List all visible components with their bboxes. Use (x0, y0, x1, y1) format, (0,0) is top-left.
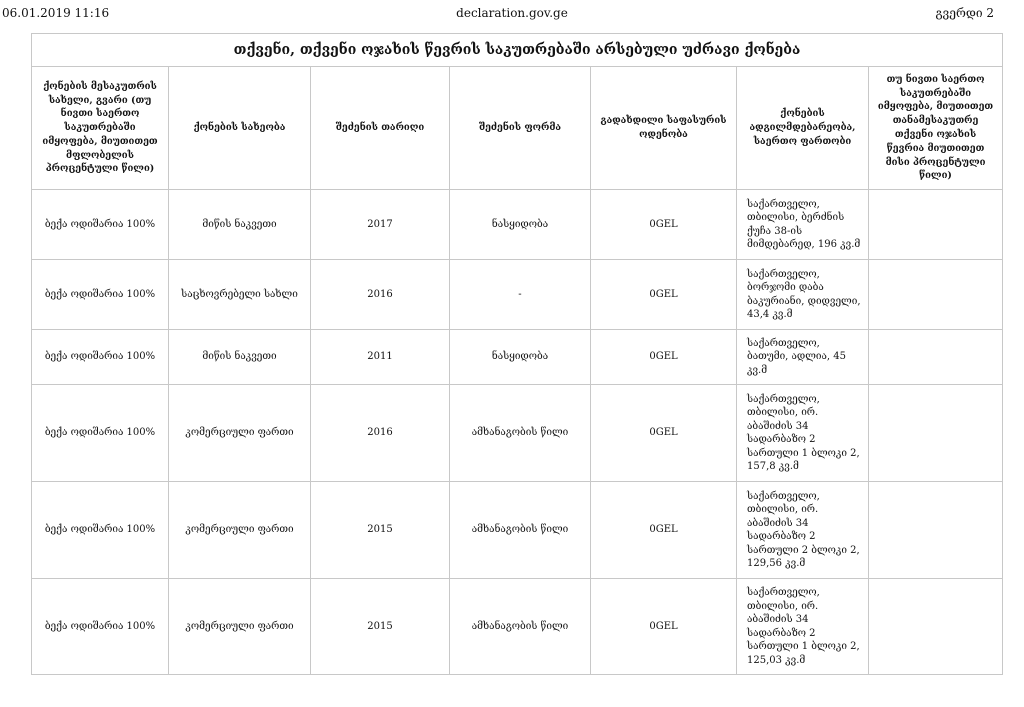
date-cell: 2015 (311, 579, 450, 675)
date-cell: 2016 (311, 260, 450, 330)
form-cell: ნასყიდობა (450, 190, 591, 260)
type-cell: მიწის ნაკვეთი (169, 190, 311, 260)
type-cell: კომერციული ფართი (169, 482, 311, 579)
date-cell: 2011 (311, 330, 450, 385)
owner-cell: ბექა ოდიშარია 100% (32, 579, 169, 675)
print-datetime: 06.01.2019 11:16 (2, 6, 110, 20)
location-cell: საქართველო, თბილისი, ბერძნის ქუჩა 38-ის მიმდებარედ, 196 კვ.მ (737, 190, 869, 260)
page-header (0, 0, 1024, 24)
table-title: თქვენი, თქვენი ოჯახის წევრის საკუთრებაში არსებული უძრავი ქონება (32, 34, 1003, 67)
column-header: ქონების მესაკუთრის სახელი, გვარი (თუ ნივთი საერთო საკუთრებაში იმყოფება, მიუთითეთ მფლობელის პროცენტული წილი) (32, 67, 169, 190)
coowner-cell (869, 579, 1003, 675)
form-cell: ამხანაგობის წილი (450, 579, 591, 675)
column-header: ქონების ადგილმდებარეობა, საერთო ფართობი (737, 67, 869, 190)
table-header-row (32, 67, 1003, 190)
form-cell: - (450, 260, 591, 330)
location-cell: საქართველო, ბათუმი, ადლია, 45 კვ.მ (737, 330, 869, 385)
date-cell: 2015 (311, 482, 450, 579)
price-cell: 0GEL (591, 385, 737, 482)
form-cell: ნასყიდობა (450, 330, 591, 385)
site-name: declaration.gov.ge (456, 6, 568, 20)
form-cell: ამხანაგობის წილი (450, 385, 591, 482)
table-row (32, 260, 1003, 330)
real-estate-table (31, 33, 1003, 675)
type-cell: მიწის ნაკვეთი (169, 330, 311, 385)
coowner-cell (869, 260, 1003, 330)
form-cell: ამხანაგობის წილი (450, 482, 591, 579)
type-cell: კომერციული ფართი (169, 579, 311, 675)
owner-cell: ბექა ოდიშარია 100% (32, 385, 169, 482)
column-header: შეძენის თარიღი (311, 67, 450, 190)
coowner-cell (869, 190, 1003, 260)
type-cell: კომერციული ფართი (169, 385, 311, 482)
table-row (32, 482, 1003, 579)
price-cell: 0GEL (591, 260, 737, 330)
owner-cell: ბექა ოდიშარია 100% (32, 482, 169, 579)
coowner-cell (869, 482, 1003, 579)
table-row (32, 579, 1003, 675)
date-cell: 2017 (311, 190, 450, 260)
table-row (32, 330, 1003, 385)
price-cell: 0GEL (591, 482, 737, 579)
table-row (32, 190, 1003, 260)
column-header: ქონების სახეობა (169, 67, 311, 190)
price-cell: 0GEL (591, 330, 737, 385)
owner-cell: ბექა ოდიშარია 100% (32, 260, 169, 330)
owner-cell: ბექა ოდიშარია 100% (32, 330, 169, 385)
owner-cell: ბექა ოდიშარია 100% (32, 190, 169, 260)
column-header: თუ ნივთი საერთო საკუთრებაში იმყოფება, მიუთითეთ თანამესაკუთრე თქვენი ოჯახის წევრია მიუთითეთ მისი პროცენტული წილი) (869, 67, 1003, 190)
coowner-cell (869, 385, 1003, 482)
price-cell: 0GEL (591, 190, 737, 260)
price-cell: 0GEL (591, 579, 737, 675)
table-row (32, 385, 1003, 482)
coowner-cell (869, 330, 1003, 385)
date-cell: 2016 (311, 385, 450, 482)
location-cell: საქართველო, თბილისი, ირ. აბაშიძის 34 სადარბაზო 2 სართული 1 ბლოკი 2, 157,8 კვ.მ (737, 385, 869, 482)
column-header: გადახდილი საფასურის ოდენობა (591, 67, 737, 190)
type-cell: საცხოვრებელი სახლი (169, 260, 311, 330)
location-cell: საქართველო, თბილისი, ირ. აბაშიძის 34 სადარბაზო 2 სართული 1 ბლოკი 2, 125,03 კვ.მ (737, 579, 869, 675)
location-cell: საქართველო, თბილისი, ირ. აბაშიძის 34 სადარბაზო 2 სართული 2 ბლოკი 2, 129,56 კვ.მ (737, 482, 869, 579)
column-header: შეძენის ფორმა (450, 67, 591, 190)
page-number: გვერდი 2 (935, 6, 994, 20)
location-cell: საქართველო, ბორჯომი დაბა ბაკურიანი, დიდველი, 43,4 კვ.მ (737, 260, 869, 330)
